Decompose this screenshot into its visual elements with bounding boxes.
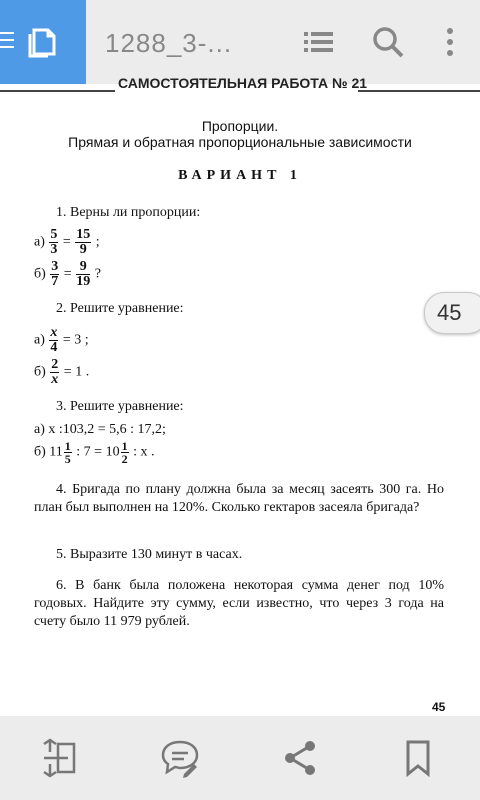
task3-a: а) x :103,2 = 5,6 : 17,2; xyxy=(34,422,166,437)
task5-text: 5. Выразите 130 минут в часах. xyxy=(56,547,243,562)
fraction: $\frac{1}{2}$ xyxy=(121,439,128,466)
menu-button[interactable] xyxy=(0,0,86,84)
fraction: $\frac{3}{7}$ xyxy=(51,259,59,289)
fraction: $\frac{5}{3}$ xyxy=(50,227,58,257)
task2-a: а) $\frac{x}{4}$ = 3 ; xyxy=(34,325,89,355)
task3-heading: 3. Решите уравнение: xyxy=(56,399,184,414)
task4-text: 4. Бригада по плану должна была за месяц засеять 300 га. Но план был выполнен на 120%. Сколько гектаров засеяла бригада? xyxy=(34,482,444,515)
page-number: 45 xyxy=(432,700,446,714)
document-title: 1288_3-... xyxy=(105,28,233,58)
search-icon[interactable] xyxy=(370,24,406,60)
task6-text: 6. В банк была положена некоторая сумма денег под 10% годовых. Найдите эту сумму, если известно, что через 3 года на счету было 11 979 рублей. xyxy=(34,578,444,629)
bookmark-icon[interactable] xyxy=(398,738,438,778)
fraction: $\frac{x}{4}$ xyxy=(50,325,58,355)
header-cut-off xyxy=(0,75,480,93)
task1-a-label: а) xyxy=(34,234,45,250)
task3-b: б) 11 $\frac{1}{5}$ : 7 = 10 $\frac{1}{2}$ : x . xyxy=(34,439,155,466)
top-toolbar xyxy=(0,0,480,84)
task1-b: б) $\frac{3}{7}$ = $\frac{9}{19}$ ? xyxy=(34,259,101,289)
fraction: $\frac{15}{9}$ xyxy=(76,227,91,257)
hamburger-icon[interactable] xyxy=(0,32,14,50)
section-header: САМОСТОЯТЕЛЬНАЯ РАБОТА № 21 xyxy=(118,75,368,91)
bottom-toolbar xyxy=(0,716,480,800)
share-icon[interactable] xyxy=(280,738,320,778)
variant-heading: ВАРИАНТ 1 xyxy=(178,168,302,183)
task2-heading: 2. Решите уравнение: xyxy=(56,301,184,316)
fraction: $\frac{9}{19}$ xyxy=(76,259,91,289)
page-title: Пропорции. xyxy=(201,118,279,134)
fraction: $\frac{1}{5}$ xyxy=(64,439,71,466)
page-indicator[interactable] xyxy=(424,292,480,334)
more-vertical-icon[interactable] xyxy=(432,24,468,60)
page-subtitle: Прямая и обратная пропорциональные зависимости xyxy=(68,134,412,150)
fraction: $\frac{2}{x}$ xyxy=(51,357,59,387)
page-indicator-label: 45 xyxy=(437,300,462,325)
task1-b-label: б) xyxy=(34,266,46,282)
task2-b: б) $\frac{2}{x}$ = 1 . xyxy=(34,357,90,387)
fit-width-icon[interactable] xyxy=(40,738,80,778)
task1-heading: 1. Верны ли пропорции: xyxy=(56,205,201,220)
comment-edit-icon[interactable] xyxy=(160,738,200,778)
task1-a: а) $\frac{5}{3}$ = $\frac{15}{9}$ ; xyxy=(34,227,100,257)
documents-icon[interactable] xyxy=(26,24,62,60)
list-icon[interactable] xyxy=(300,24,336,60)
